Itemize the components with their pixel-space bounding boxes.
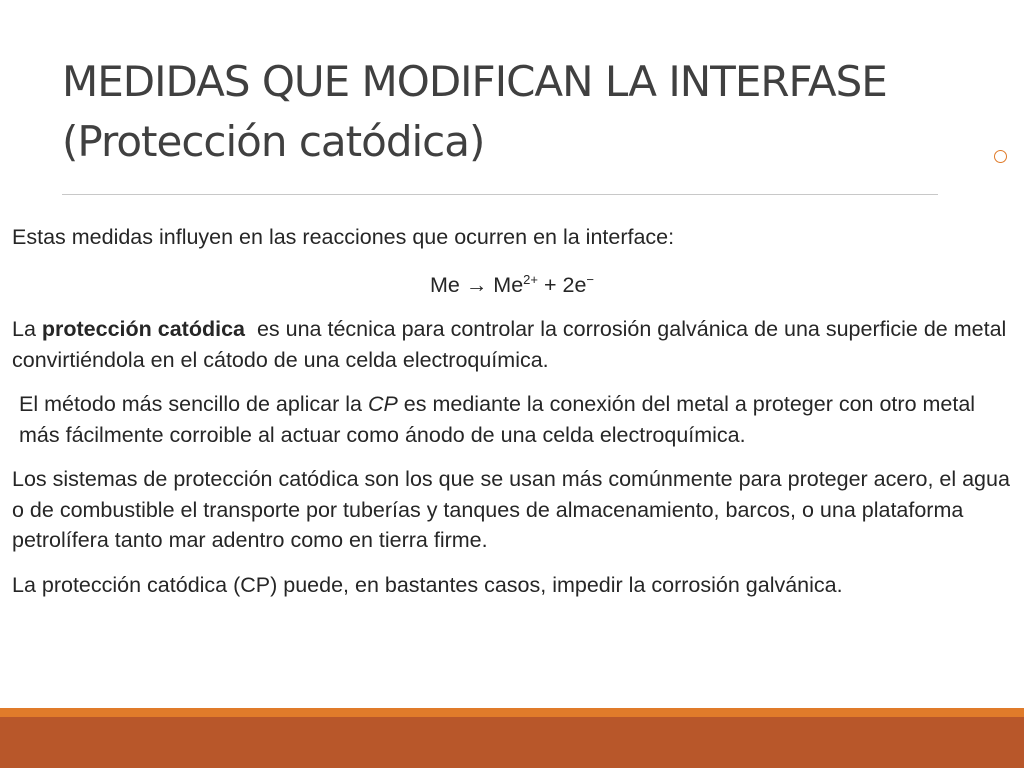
method-lead: El método más sencillo de aplicar la — [19, 392, 368, 417]
equation-superscript-charge: 2+ — [523, 271, 538, 287]
decorative-circle-icon — [994, 150, 1007, 163]
equation-superscript-electron: − — [586, 271, 595, 287]
definition-lead: La — [12, 317, 42, 342]
definition-text: es una técnica para controlar la corrosión galvánica de una superficie de metal convirtiéndola en el cátodo de una celda electroquímica. — [12, 317, 1013, 372]
intro-paragraph: Estas medidas influyen en las reacciones que ocurren en la interface: — [12, 225, 675, 249]
conclusion-paragraph: La protección catódica (CP) puede, en bastantes casos, impedir la corrosión galvánica. — [12, 572, 843, 597]
systems-paragraph: Los sistemas de protección catódica son los que se usan más comúnmente para proteger acero, el agua o de combustible el transporte por tuberías y tanques de almacenamiento, barcos, o una plataforma petrolífera tanto mar adentro como en tierra firme. — [12, 467, 1010, 553]
slide-title — [62, 52, 1012, 172]
definition-paragraph — [12, 314, 1012, 375]
footer-accent-stripe — [0, 708, 1024, 717]
method-text: es mediante la conexión del metal a proteger con otro metal más fácilmente corroible al actuar como ánodo de una celda electroquímica. — [19, 392, 976, 447]
equation-left: Me → Me — [429, 272, 524, 297]
reaction-equation — [12, 265, 1012, 301]
definition-term: protección catódica — [41, 317, 245, 342]
slide-title-line2: (Protección catódica) — [62, 117, 485, 166]
equation-electrons: + 2e — [538, 272, 587, 297]
slide-title-line1: MEDIDAS QUE MODIFICAN LA INTERFASE — [62, 57, 887, 106]
method-cp-term: CP — [367, 392, 398, 417]
footer-band — [0, 717, 1024, 768]
title-divider — [62, 194, 938, 195]
method-paragraph — [12, 389, 1012, 450]
slide-body — [12, 222, 1012, 614]
